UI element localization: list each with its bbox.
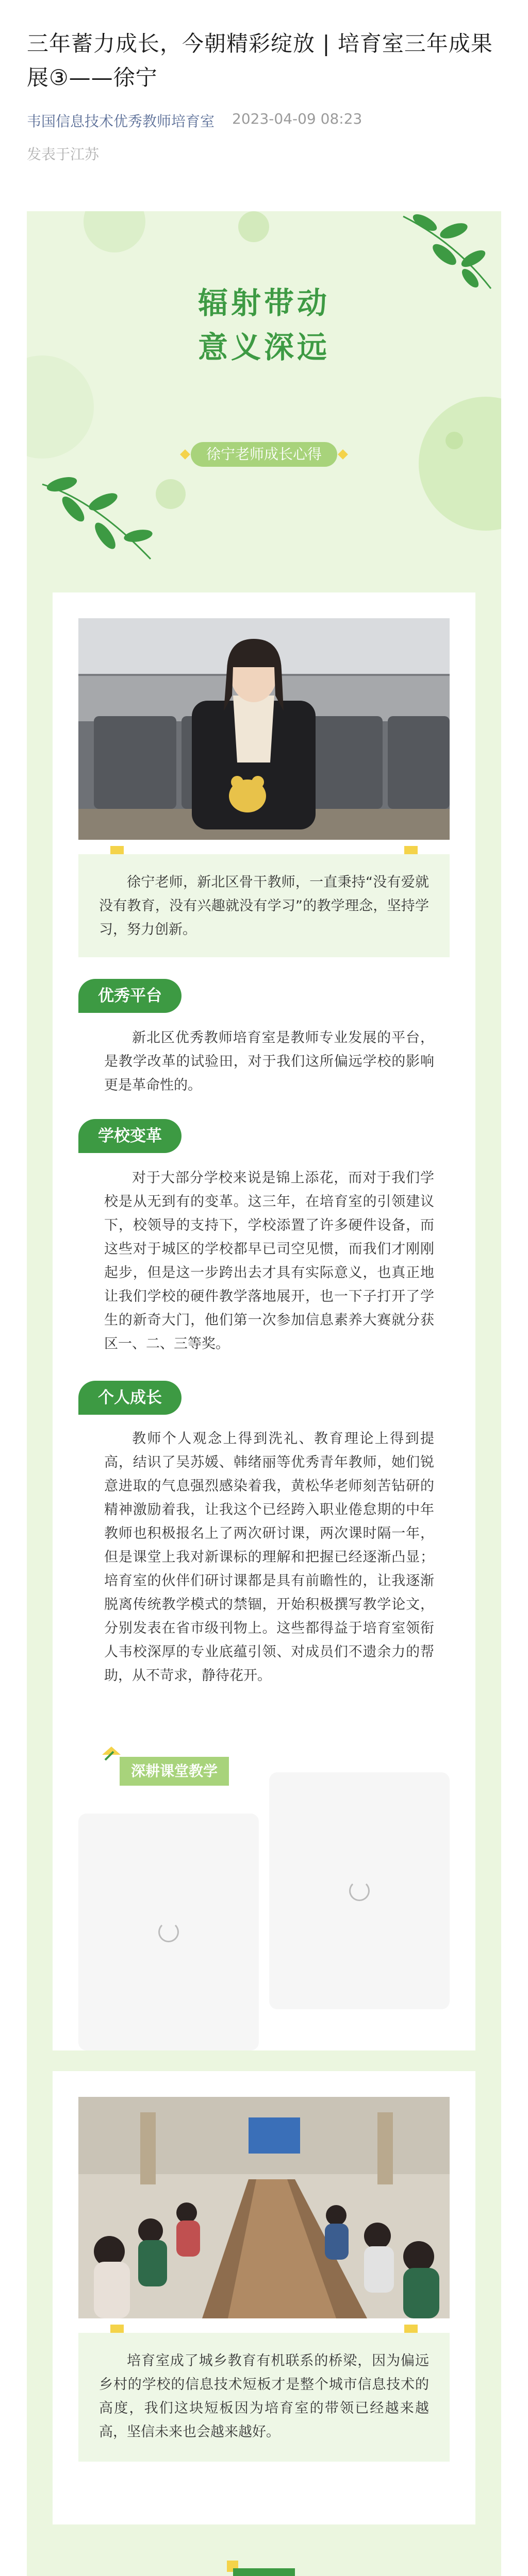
- closing-text-box: 培育室成了城乡教育有机联系的桥梁，因为偏远乡村的学校的信息技术短板才是整个城市信息技术的高度，我们这块短板因为培育室的带领已经越来越高，坚信未来也会越来越好。: [78, 2333, 450, 2462]
- main-card: [53, 592, 475, 2050]
- decor-tab: [404, 846, 418, 854]
- end-badge: [233, 2568, 295, 2576]
- decor-blob: [238, 211, 269, 242]
- article-title: 三年蓄力成长，今朝精彩绽放 | 培育室三年成果展③——徐宁: [27, 31, 493, 90]
- decor-blob: [84, 211, 145, 252]
- video-player-2[interactable]: [269, 1772, 450, 2009]
- banner-subtitle: 徐宁老师成长心得: [191, 442, 337, 467]
- account-name-link[interactable]: 韦国信息技术优秀教师培育室: [27, 113, 215, 130]
- publish-datetime: 2023-04-09 08:23: [232, 110, 362, 127]
- section-text-personal-growth: 教师个人观念上得到洗礼、教育理论上得到提高，结识了吴苏媛、韩绪丽等优秀青年教师，她们锐意进取的气息强烈感染着我，黄松华老师刻苦钻研的精神激励着我，让我这个已经跨入职业倦怠期的中年教师也积极报名上了两次研讨课，两次课时隔一年，但是课堂上我对新课标的理解和把握已经逐渐凸显；培育室的伙伴们研讨课都是具有前瞻性的，让我逐渐脱离传统教学模式的禁锢，开始积极撰写教学论文，分别发表在省市级刊物上。这些都得益于培育室领衔人韦校深厚的专业底蕴引领、对成员们不遗余力的帮助，从不苛求，静待花开。: [104, 1431, 434, 1684]
- article-meta: [27, 110, 501, 131]
- star-icon: [180, 449, 190, 460]
- decor-tab: [404, 2325, 418, 2333]
- decor-tab: [110, 2325, 124, 2333]
- poster: [27, 211, 501, 2576]
- section-label-platform: 优秀平台: [78, 979, 182, 1013]
- decor-blob: [446, 432, 463, 449]
- meeting-photo: [78, 2097, 450, 2318]
- banner-title-line2: 意义深远: [197, 330, 330, 365]
- video-player-1[interactable]: [78, 1814, 259, 2050]
- leaves-icon: [37, 469, 156, 567]
- decor-blob: [419, 397, 501, 531]
- publish-location: 发表于江苏: [27, 146, 100, 163]
- section-label-school-change: 学校变革: [78, 1119, 182, 1153]
- article-header: [27, 27, 501, 164]
- intro-text-box: 徐宁老师，新北区骨干教师，一直秉持“没有爱就没有教育，没有兴趣就没有学习”的教学理念，坚持学习，努力创新。: [78, 854, 450, 957]
- decor-blob: [156, 479, 186, 509]
- closing-card: [53, 2071, 475, 2524]
- banner-title-line1: 辐射带动: [197, 285, 330, 320]
- loading-spinner-icon: [349, 1880, 370, 1901]
- section-text-school-change: 对于大部分学校来说是锦上添花，而对于我们学校是从无到有的变革。这三年，在培育室的引领建议下，校领导的支持下，学校添置了许多硬件设备，而这些对于城区的学校都早已司空见惯，而我们才刚刚起步，但是这一步跨出去才具有实际意义，也真正地让我们学校的硬件教学落地展开，也一下子打开了学生的新奇大门，他们第一次参加信息素养大赛就分获区一、二、三等奖。: [104, 1170, 434, 1352]
- decor-blob: [27, 355, 94, 459]
- section-label-personal-growth: 个人成长: [78, 1381, 182, 1415]
- banner-title: [27, 281, 501, 369]
- section-text-platform: 新北区优秀教师培育室是教师专业发展的平台，是教学改革的试验田，对于我们这所偏远学校的影响更是革命性的。: [104, 1030, 434, 1093]
- video-section-label: 深耕课堂教学: [120, 1757, 229, 1786]
- loading-spinner-icon: [158, 1922, 179, 1942]
- star-icon: [338, 449, 348, 460]
- teacher-photo: [78, 618, 450, 840]
- decor-tab: [110, 846, 124, 854]
